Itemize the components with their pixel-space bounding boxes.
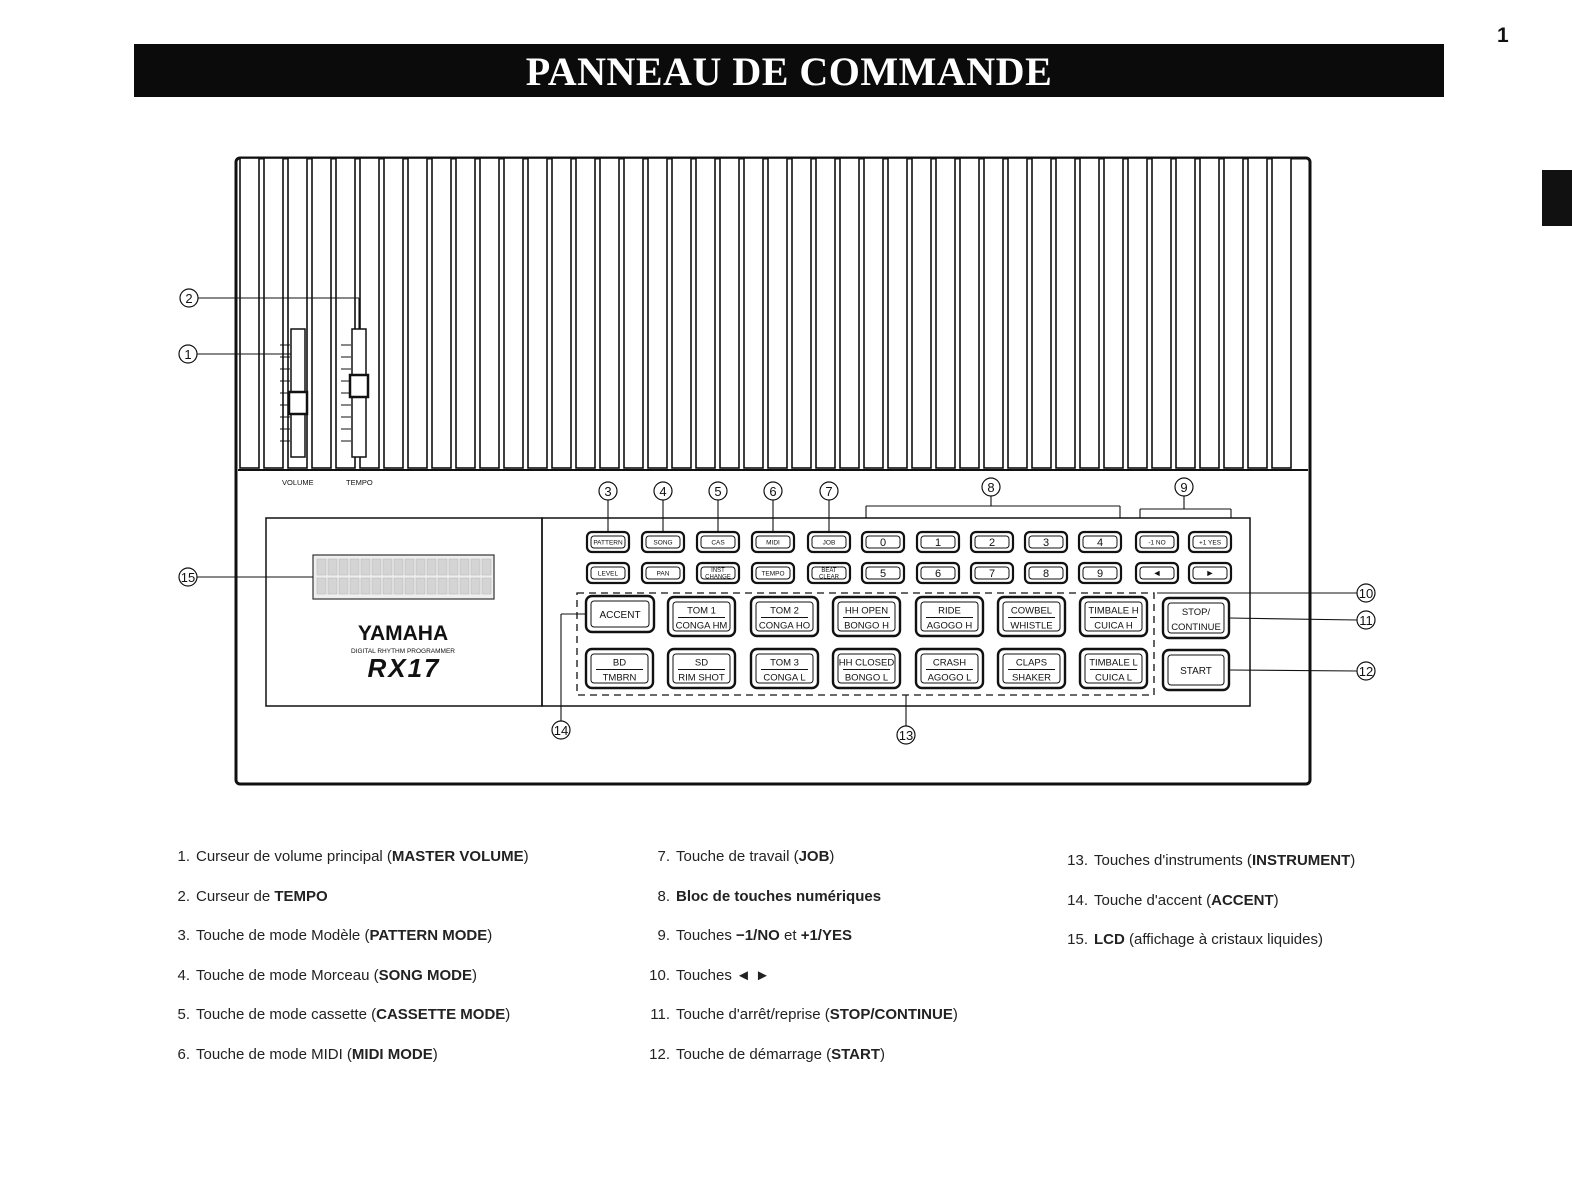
instrument-key-tom-1[interactable] bbox=[668, 597, 735, 636]
svg-text:RIM SHOT: RIM SHOT bbox=[678, 672, 725, 684]
lcd-cell bbox=[339, 559, 348, 575]
legend-item: 10. Touches ◄ ► bbox=[649, 966, 770, 984]
page-title: PANNEAU DE COMMANDE bbox=[134, 44, 1444, 97]
svg-text:CONTINUE: CONTINUE bbox=[1171, 622, 1221, 633]
grille-fin bbox=[312, 158, 331, 468]
svg-text:RIDE: RIDE bbox=[938, 605, 961, 617]
grille-fin bbox=[408, 158, 427, 468]
svg-text:INST: INST bbox=[711, 568, 725, 574]
svg-text:◄: ◄ bbox=[1152, 568, 1162, 579]
grille-fin bbox=[648, 158, 667, 468]
number-key-3[interactable] bbox=[1025, 532, 1067, 552]
start-key[interactable] bbox=[1163, 650, 1229, 690]
svg-text:AGOGO H: AGOGO H bbox=[926, 620, 973, 632]
svg-text:CONGA L: CONGA L bbox=[763, 672, 806, 684]
grille-fin bbox=[1224, 158, 1243, 468]
svg-text:9: 9 bbox=[1180, 480, 1188, 495]
instrument-key-crash[interactable] bbox=[916, 649, 983, 688]
svg-text:6: 6 bbox=[769, 484, 777, 499]
grille-fin bbox=[840, 158, 859, 468]
grille-fin bbox=[600, 158, 619, 468]
grille-fin bbox=[1248, 158, 1267, 468]
callout-2 bbox=[180, 289, 198, 307]
lcd-cell bbox=[339, 578, 348, 594]
lcd-cell bbox=[438, 578, 447, 594]
mode-key-pattern[interactable] bbox=[587, 532, 629, 552]
callout-14 bbox=[552, 721, 570, 739]
svg-text:TIMBALE H: TIMBALE H bbox=[1088, 605, 1139, 617]
grille-fin bbox=[384, 158, 403, 468]
svg-text:PAN: PAN bbox=[656, 570, 670, 578]
lcd-cell bbox=[482, 578, 491, 594]
lcd-cell bbox=[449, 559, 458, 575]
svg-text:15: 15 bbox=[180, 570, 196, 585]
grille-fin bbox=[1104, 158, 1123, 468]
svg-text:-1 NO: -1 NO bbox=[1148, 539, 1166, 547]
svg-text:LEVEL: LEVEL bbox=[597, 570, 619, 578]
grille-fin bbox=[768, 158, 787, 468]
page-number: 1 bbox=[1497, 24, 1509, 47]
lcd-cell bbox=[394, 559, 403, 575]
instrument-key-hh-open[interactable] bbox=[833, 597, 900, 636]
grille-fin bbox=[864, 158, 883, 468]
svg-text:6: 6 bbox=[934, 567, 942, 580]
callout-10 bbox=[1357, 584, 1375, 602]
callout-13 bbox=[897, 726, 915, 744]
svg-text:3: 3 bbox=[604, 484, 612, 499]
number-key-1[interactable] bbox=[917, 532, 959, 552]
callout-15 bbox=[179, 568, 197, 586]
tempo-label: TEMPO bbox=[346, 478, 373, 487]
svg-text:ACCENT: ACCENT bbox=[599, 610, 641, 621]
svg-text:5: 5 bbox=[879, 567, 887, 580]
legend-column-2 bbox=[648, 848, 958, 1085]
mode-key-cas[interactable] bbox=[697, 532, 739, 552]
callout-9 bbox=[1175, 478, 1193, 496]
lcd-cell bbox=[350, 559, 359, 575]
svg-text:1: 1 bbox=[934, 536, 942, 549]
grille-fin bbox=[504, 158, 523, 468]
number-key-4[interactable] bbox=[1079, 532, 1121, 552]
grille-fin bbox=[984, 158, 1003, 468]
mode-key-inst-change[interactable] bbox=[697, 563, 739, 583]
model-logo: RX17 bbox=[367, 653, 441, 683]
grille-fin bbox=[912, 158, 931, 468]
lcd-cell bbox=[328, 578, 337, 594]
svg-text:13: 13 bbox=[898, 728, 914, 743]
brand-logo: YAMAHA bbox=[357, 622, 449, 645]
svg-text:MIDI: MIDI bbox=[766, 539, 780, 547]
legend-item: 2. Curseur de TEMPO bbox=[177, 887, 328, 905]
grille-fin bbox=[720, 158, 739, 468]
svg-text:TOM 2: TOM 2 bbox=[770, 605, 799, 617]
svg-text:PATTERN: PATTERN bbox=[593, 539, 623, 547]
number-key-6[interactable] bbox=[917, 563, 959, 583]
svg-text:COWBEL: COWBEL bbox=[1010, 605, 1053, 617]
grille-fin bbox=[528, 158, 547, 468]
lcd-cell bbox=[372, 578, 381, 594]
svg-text:TOM 3: TOM 3 bbox=[770, 657, 799, 669]
grille-fin bbox=[744, 158, 763, 468]
instrument-key-cowbel[interactable] bbox=[998, 597, 1065, 636]
legend-item: 9. Touches −1/NO et +1/YES bbox=[657, 927, 852, 944]
cursor-left-key[interactable] bbox=[1136, 563, 1178, 583]
instrument-key-hh-closed[interactable] bbox=[833, 649, 900, 688]
grille-fin bbox=[792, 158, 811, 468]
grille-fin bbox=[432, 158, 451, 468]
svg-text:AGOGO L: AGOGO L bbox=[927, 672, 972, 684]
svg-text:SHAKER: SHAKER bbox=[1011, 672, 1052, 684]
legend-item: 15. LCD (affichage à cristaux liquides) bbox=[1067, 931, 1323, 948]
lcd-cell bbox=[372, 559, 381, 575]
cursor-right-key[interactable] bbox=[1189, 563, 1231, 583]
grille-fin bbox=[1128, 158, 1147, 468]
svg-text:CONGA HM: CONGA HM bbox=[675, 620, 728, 632]
svg-text:9: 9 bbox=[1096, 567, 1104, 580]
svg-text:BD: BD bbox=[612, 657, 627, 669]
svg-text:CRASH: CRASH bbox=[932, 657, 967, 669]
grille-fin bbox=[456, 158, 475, 468]
instrument-key-ride[interactable] bbox=[916, 597, 983, 636]
svg-text:TOM 1: TOM 1 bbox=[687, 605, 716, 617]
svg-text:11: 11 bbox=[1359, 613, 1373, 628]
lcd-cell bbox=[471, 578, 480, 594]
svg-text:3: 3 bbox=[1042, 536, 1050, 549]
lcd-cell bbox=[383, 578, 392, 594]
svg-text:CUICA L: CUICA L bbox=[1095, 672, 1132, 684]
device-subtitle: DIGITAL RHYTHM PROGRAMMER bbox=[350, 648, 456, 655]
svg-text:HH OPEN: HH OPEN bbox=[844, 605, 889, 617]
instrument-key-claps[interactable] bbox=[998, 649, 1065, 688]
lcd-cell bbox=[427, 559, 436, 575]
mode-key-beat-clear[interactable] bbox=[808, 563, 850, 583]
grille-fin bbox=[1080, 158, 1099, 468]
grille-fin bbox=[1032, 158, 1051, 468]
number-key-2[interactable] bbox=[971, 532, 1013, 552]
svg-text:8: 8 bbox=[987, 480, 995, 495]
legend-item: 6. Touche de mode MIDI (MIDI MODE) bbox=[177, 1045, 438, 1063]
svg-text:SD: SD bbox=[694, 657, 709, 669]
svg-text:HH CLOSED: HH CLOSED bbox=[838, 657, 895, 669]
grille-fin bbox=[672, 158, 691, 468]
legend-item: 13. Touches d'instruments (INSTRUMENT) bbox=[1067, 852, 1356, 869]
grille-fin bbox=[1176, 158, 1195, 468]
lcd-cell bbox=[328, 559, 337, 575]
legend-item: 8. Bloc de touches numériques bbox=[657, 887, 882, 905]
minus-one-no-key[interactable] bbox=[1136, 532, 1178, 552]
lcd-cell bbox=[427, 578, 436, 594]
svg-text:TEMPO: TEMPO bbox=[761, 570, 785, 578]
lcd-cell bbox=[361, 559, 370, 575]
legend-item: 1. Curseur de volume principal (MASTER VOLUME) bbox=[177, 848, 529, 865]
svg-text:12: 12 bbox=[1358, 664, 1374, 679]
svg-text:►: ► bbox=[1205, 568, 1215, 579]
instrument-key-sd[interactable] bbox=[668, 649, 735, 688]
volume-label: VOLUME bbox=[282, 478, 314, 487]
instrument-key-tom-3[interactable] bbox=[751, 649, 818, 688]
grille-fin bbox=[1008, 158, 1027, 468]
legend-item: 7. Touche de travail (JOB) bbox=[657, 848, 835, 865]
grille-fin bbox=[1056, 158, 1075, 468]
instrument-key-timbale-l[interactable] bbox=[1080, 649, 1147, 688]
grille-fin bbox=[816, 158, 835, 468]
svg-text:CLEAR: CLEAR bbox=[818, 574, 840, 581]
svg-text:14: 14 bbox=[553, 723, 569, 738]
svg-text:BONGO L: BONGO L bbox=[844, 672, 889, 684]
svg-text:5: 5 bbox=[714, 484, 722, 499]
accent-key[interactable] bbox=[586, 596, 654, 632]
lcd-cell bbox=[394, 578, 403, 594]
svg-text:2: 2 bbox=[988, 536, 996, 549]
grille-fin bbox=[1272, 158, 1291, 468]
legend-column-1 bbox=[172, 848, 529, 1085]
number-key-0[interactable] bbox=[862, 532, 904, 552]
grille-fin bbox=[552, 158, 571, 468]
grille-fin bbox=[888, 158, 907, 468]
tempo-slider bbox=[350, 329, 368, 457]
svg-text:BONGO H: BONGO H bbox=[844, 620, 889, 632]
svg-text:4: 4 bbox=[1096, 536, 1104, 549]
callout-8 bbox=[982, 478, 1000, 496]
legend-item: 14. Touche d'accent (ACCENT) bbox=[1067, 891, 1279, 909]
instrument-key-timbale-h[interactable] bbox=[1080, 597, 1147, 636]
svg-text:WHISTLE: WHISTLE bbox=[1010, 620, 1053, 632]
lcd-cell bbox=[317, 578, 326, 594]
callout-5 bbox=[709, 482, 727, 500]
lcd-cell bbox=[449, 578, 458, 594]
lcd-cell bbox=[405, 578, 414, 594]
grille-fin bbox=[1152, 158, 1171, 468]
instrument-key-tom-2[interactable] bbox=[751, 597, 818, 636]
lcd-cell bbox=[350, 578, 359, 594]
grille-fin bbox=[960, 158, 979, 468]
lcd-cell bbox=[482, 559, 491, 575]
svg-text:CAS: CAS bbox=[711, 539, 725, 547]
number-key-5[interactable] bbox=[862, 563, 904, 583]
svg-text:TMBRN: TMBRN bbox=[602, 672, 637, 684]
callout-1 bbox=[179, 345, 197, 363]
legend-item: 12. Touche de démarrage (START) bbox=[649, 1045, 885, 1063]
svg-text:CUICA H: CUICA H bbox=[1094, 620, 1133, 632]
svg-text:STOP/: STOP/ bbox=[1181, 607, 1211, 618]
number-key-9[interactable] bbox=[1079, 563, 1121, 583]
svg-text:START: START bbox=[1180, 666, 1212, 677]
number-key-7[interactable] bbox=[971, 563, 1013, 583]
callout-6 bbox=[764, 482, 782, 500]
svg-text:SONG: SONG bbox=[653, 539, 673, 547]
lcd-cell bbox=[317, 559, 326, 575]
lcd-cell bbox=[471, 559, 480, 575]
grille-fin bbox=[576, 158, 595, 468]
grille-fin bbox=[936, 158, 955, 468]
svg-text:10: 10 bbox=[1358, 586, 1374, 601]
lcd-cell bbox=[416, 578, 425, 594]
grille-fin bbox=[1200, 158, 1219, 468]
svg-text:CHANGE: CHANGE bbox=[705, 574, 731, 581]
legend-item: 3. Touche de mode Modèle (PATTERN MODE) bbox=[177, 927, 493, 944]
svg-text:0: 0 bbox=[879, 536, 887, 549]
svg-text:CONGA HO: CONGA HO bbox=[758, 620, 811, 632]
plus-one-yes-key[interactable] bbox=[1189, 532, 1231, 552]
lcd-cell bbox=[460, 578, 469, 594]
mode-key-tempo[interactable] bbox=[752, 563, 794, 583]
legend-item: 11. Touche d'arrêt/reprise (STOP/CONTINUE) bbox=[650, 1006, 958, 1023]
lcd-cell bbox=[438, 559, 447, 575]
lcd-cell bbox=[383, 559, 392, 575]
mode-key-song[interactable] bbox=[642, 532, 684, 552]
stop-continue-key[interactable] bbox=[1163, 598, 1229, 638]
callout-4 bbox=[654, 482, 672, 500]
number-key-8[interactable] bbox=[1025, 563, 1067, 583]
lcd-cell bbox=[416, 559, 425, 575]
lcd-cell bbox=[405, 559, 414, 575]
legend-item: 5. Touche de mode cassette (CASSETTE MODE) bbox=[177, 1006, 511, 1023]
legend-column-3 bbox=[1066, 852, 1355, 971]
mode-key-level[interactable] bbox=[587, 563, 629, 583]
svg-text:BEAT: BEAT bbox=[821, 568, 837, 574]
grille-fin bbox=[480, 158, 499, 468]
svg-text:1: 1 bbox=[184, 347, 192, 362]
lcd-cell bbox=[460, 559, 469, 575]
callout-11 bbox=[1357, 611, 1375, 629]
svg-text:2: 2 bbox=[185, 291, 193, 306]
svg-text:TIMBALE L: TIMBALE L bbox=[1089, 657, 1138, 669]
grille-fin bbox=[240, 158, 259, 468]
grille-fin bbox=[696, 158, 715, 468]
callout-12 bbox=[1357, 662, 1375, 680]
svg-text:8: 8 bbox=[1042, 567, 1050, 580]
svg-text:7: 7 bbox=[825, 484, 833, 499]
svg-text:CLAPS: CLAPS bbox=[1015, 657, 1048, 669]
instrument-key-bd[interactable] bbox=[586, 649, 653, 688]
svg-text:JOB: JOB bbox=[822, 539, 836, 547]
svg-text:+1 YES: +1 YES bbox=[1198, 539, 1222, 547]
mode-key-job[interactable] bbox=[808, 532, 850, 552]
callout-3 bbox=[599, 482, 617, 500]
svg-text:7: 7 bbox=[988, 567, 996, 580]
svg-text:4: 4 bbox=[659, 484, 667, 499]
mode-key-midi[interactable] bbox=[752, 532, 794, 552]
mode-key-pan[interactable] bbox=[642, 563, 684, 583]
lcd-cell bbox=[361, 578, 370, 594]
grille-fin bbox=[624, 158, 643, 468]
volume-slider bbox=[289, 329, 307, 457]
grille-fin bbox=[264, 158, 283, 468]
legend-item: 4. Touche de mode Morceau (SONG MODE) bbox=[177, 966, 477, 984]
callout-7 bbox=[820, 482, 838, 500]
